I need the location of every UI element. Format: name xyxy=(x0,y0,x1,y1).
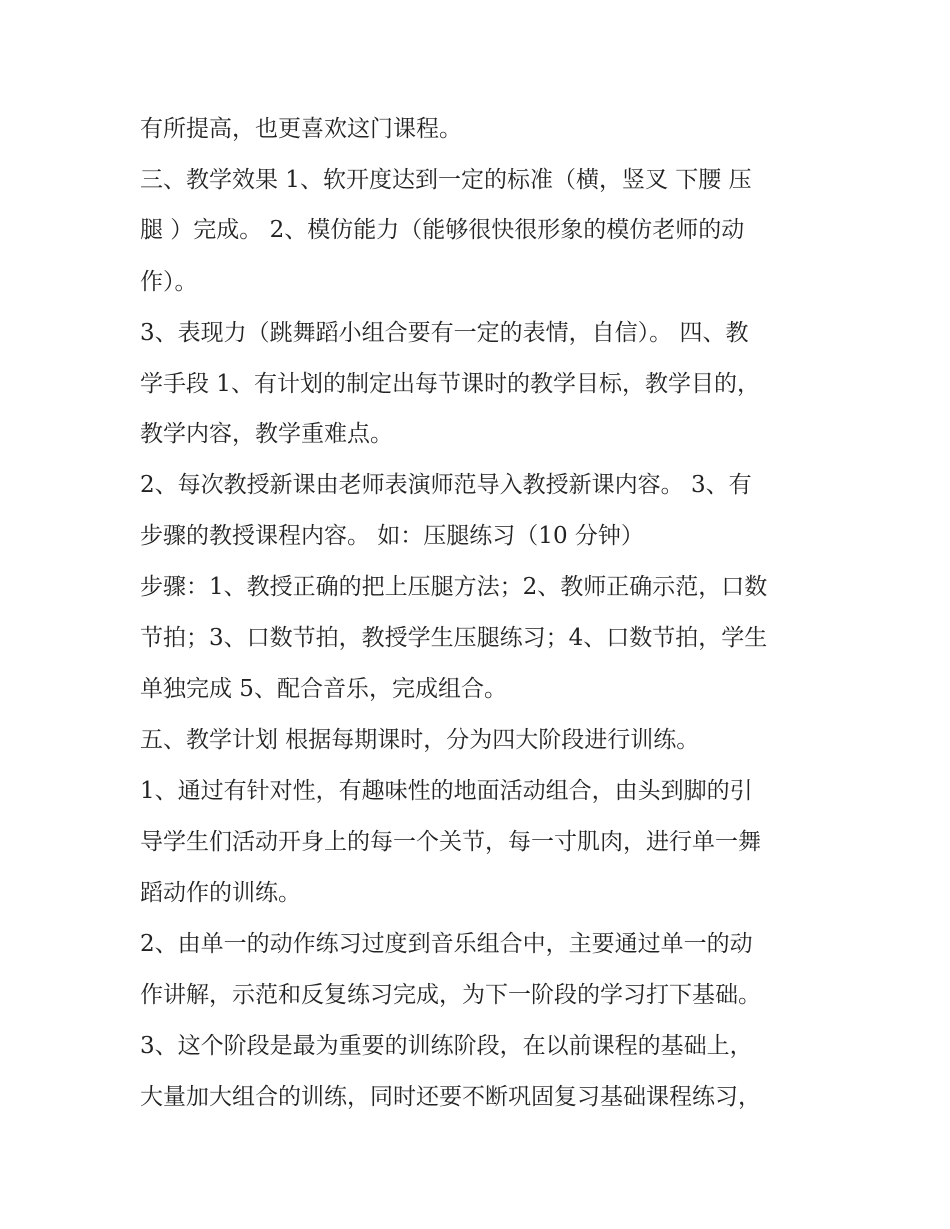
text-line: 2、每次教授新课由老师表演师范导入教授新课内容。 3、有 xyxy=(140,472,752,498)
text-line: 学手段 1、有计划的制定出每节课时的教学目标，教学目的， xyxy=(140,371,760,397)
text-line: 三、教学效果 1、软开度达到一定的标准（横，竖叉 下腰 压 xyxy=(140,167,752,193)
text-line: 2、由单一的动作练习过度到音乐组合中，主要通过单一的动 xyxy=(140,931,753,957)
text-line: 3、表现力（跳舞蹈小组合要有一定的表情，自信）。 四、教 xyxy=(140,320,749,346)
text-line: 步骤的教授课程内容。 如：压腿练习（10 分钟） xyxy=(140,523,644,549)
text-line: 作讲解，示范和反复练习完成，为下一阶段的学习打下基础。 xyxy=(140,982,761,1008)
text-line: 单独完成 5、配合音乐，完成组合。 xyxy=(140,676,507,702)
text-line: 作）。 xyxy=(140,269,198,295)
text-line: 3、这个阶段是最为重要的训练阶段，在以前课程的基础上， xyxy=(140,1033,753,1059)
text-line: 五、教学计划 根据每期课时，分为四大阶段进行训练。 xyxy=(140,727,700,753)
text-line: 腿 ）完成。 2、模仿能力（能够很快很形象的模仿老师的动 xyxy=(140,217,745,243)
text-line: 大量加大组合的训练，同时还要不断巩固复习基础课程练习， xyxy=(140,1084,761,1110)
text-line: 步骤：1、教授正确的把上压腿方法；2、教师正确示范，口数 xyxy=(140,574,768,600)
text-line: 教学内容，教学重难点。 xyxy=(140,421,393,447)
text-line: 蹈动作的训练。 xyxy=(140,880,301,906)
text-line: 节拍；3、口数节拍，教授学生压腿练习；4、口数节拍，学生 xyxy=(140,625,768,651)
text-line: 导学生们活动开身上的每一个关节，每一寸肌肉，进行单一舞 xyxy=(140,829,761,855)
text-line: 有所提高，也更喜欢这门课程。 xyxy=(140,116,462,142)
text-line: 1、通过有针对性，有趣味性的地面活动组合，由头到脚的引 xyxy=(140,778,753,804)
